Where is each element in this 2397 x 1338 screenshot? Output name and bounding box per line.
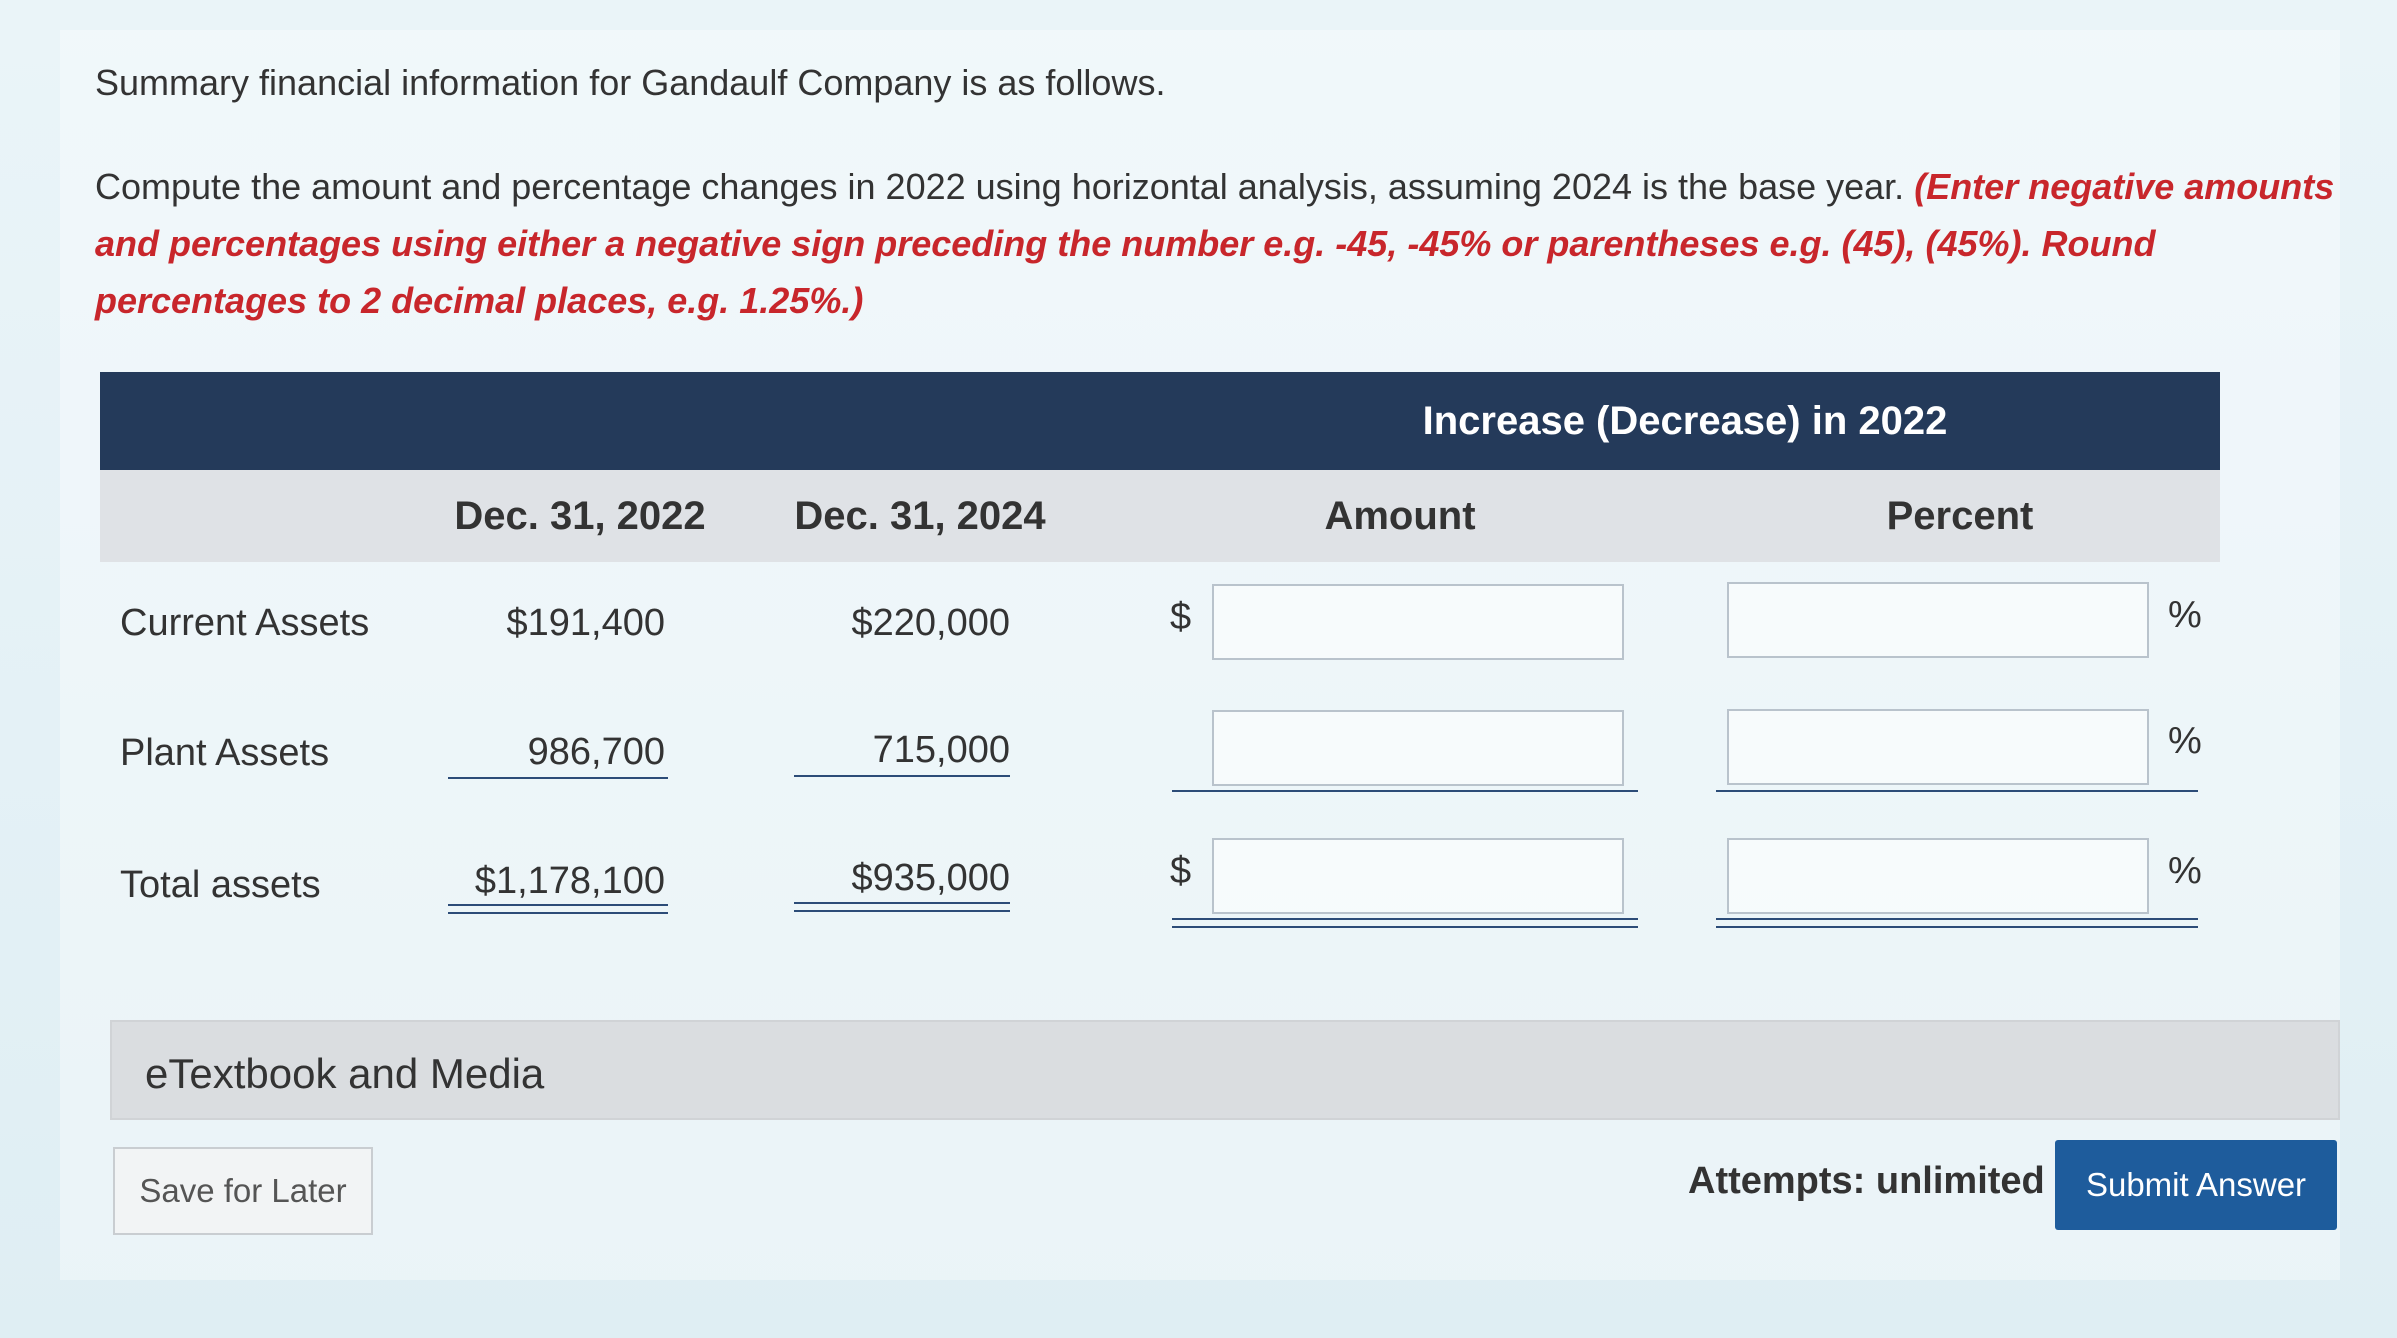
plant-assets-amount-underline bbox=[1172, 790, 1638, 792]
current-assets-percent-sign: % bbox=[2168, 594, 2202, 636]
total-assets-percent-input[interactable] bbox=[1727, 838, 2149, 914]
plant-assets-2024-underline bbox=[794, 775, 1010, 777]
col-header-amount: Amount bbox=[1324, 494, 1476, 538]
row-label-total-assets: Total assets bbox=[120, 864, 321, 906]
total-assets-percent-double-underline bbox=[1716, 918, 2198, 928]
table-group-header: Increase (Decrease) in 2022 bbox=[1422, 399, 1948, 443]
plant-assets-amount-input[interactable] bbox=[1212, 710, 1624, 786]
plant-assets-percent-input[interactable] bbox=[1727, 709, 2149, 785]
total-assets-amount-double-underline bbox=[1172, 918, 1638, 928]
col-header-percent: Percent bbox=[1886, 494, 2034, 538]
instructions-red: (Enter negative amounts and percentages using either a negative sign preceding the number e.g. -45, -45% or parentheses e.g. (45), (45%). Round percentages to 2 decimal places, e.g. 1.25%.) bbox=[95, 166, 2335, 321]
instructions-text bbox=[95, 158, 2355, 329]
total-assets-2024: $935,000 bbox=[851, 857, 1010, 899]
intro-text: Summary financial information for Gandaulf Company is as follows. bbox=[95, 62, 1166, 103]
instructions-plain: Compute the amount and percentage changes in 2022 using horizontal analysis, assuming 2024 is the base year. bbox=[95, 166, 1915, 207]
plant-assets-percent-sign: % bbox=[2168, 720, 2202, 762]
current-assets-2022: $191,400 bbox=[506, 602, 665, 644]
plant-assets-2022-underline bbox=[448, 777, 668, 779]
etextbook-media-label[interactable]: eTextbook and Media bbox=[145, 1050, 545, 1097]
total-assets-2022-double-underline bbox=[448, 904, 668, 914]
plant-assets-percent-underline bbox=[1716, 790, 2198, 792]
save-for-later-button[interactable]: Save for Later bbox=[113, 1147, 373, 1235]
total-assets-percent-sign: % bbox=[2168, 850, 2202, 892]
total-assets-2022: $1,178,100 bbox=[474, 860, 665, 902]
submit-answer-button[interactable]: Submit Answer bbox=[2055, 1140, 2337, 1230]
col-header-dec2024: Dec. 31, 2024 bbox=[794, 494, 1046, 538]
row-label-plant-assets: Plant Assets bbox=[120, 732, 330, 774]
total-assets-2024-double-underline bbox=[794, 902, 1010, 912]
plant-assets-2022: 986,700 bbox=[527, 731, 665, 773]
total-assets-amount-dollar: $ bbox=[1170, 850, 1192, 892]
current-assets-amount-dollar: $ bbox=[1170, 596, 1192, 638]
total-assets-amount-input[interactable] bbox=[1212, 838, 1624, 914]
attempts-text: Attempts: unlimited bbox=[1688, 1160, 2045, 1202]
current-assets-amount-input[interactable] bbox=[1212, 584, 1624, 660]
col-header-dec2022: Dec. 31, 2022 bbox=[454, 494, 706, 538]
row-label-current-assets: Current Assets bbox=[120, 602, 370, 644]
plant-assets-2024: 715,000 bbox=[872, 729, 1010, 771]
current-assets-2024: $220,000 bbox=[851, 602, 1010, 644]
current-assets-percent-input[interactable] bbox=[1727, 582, 2149, 658]
